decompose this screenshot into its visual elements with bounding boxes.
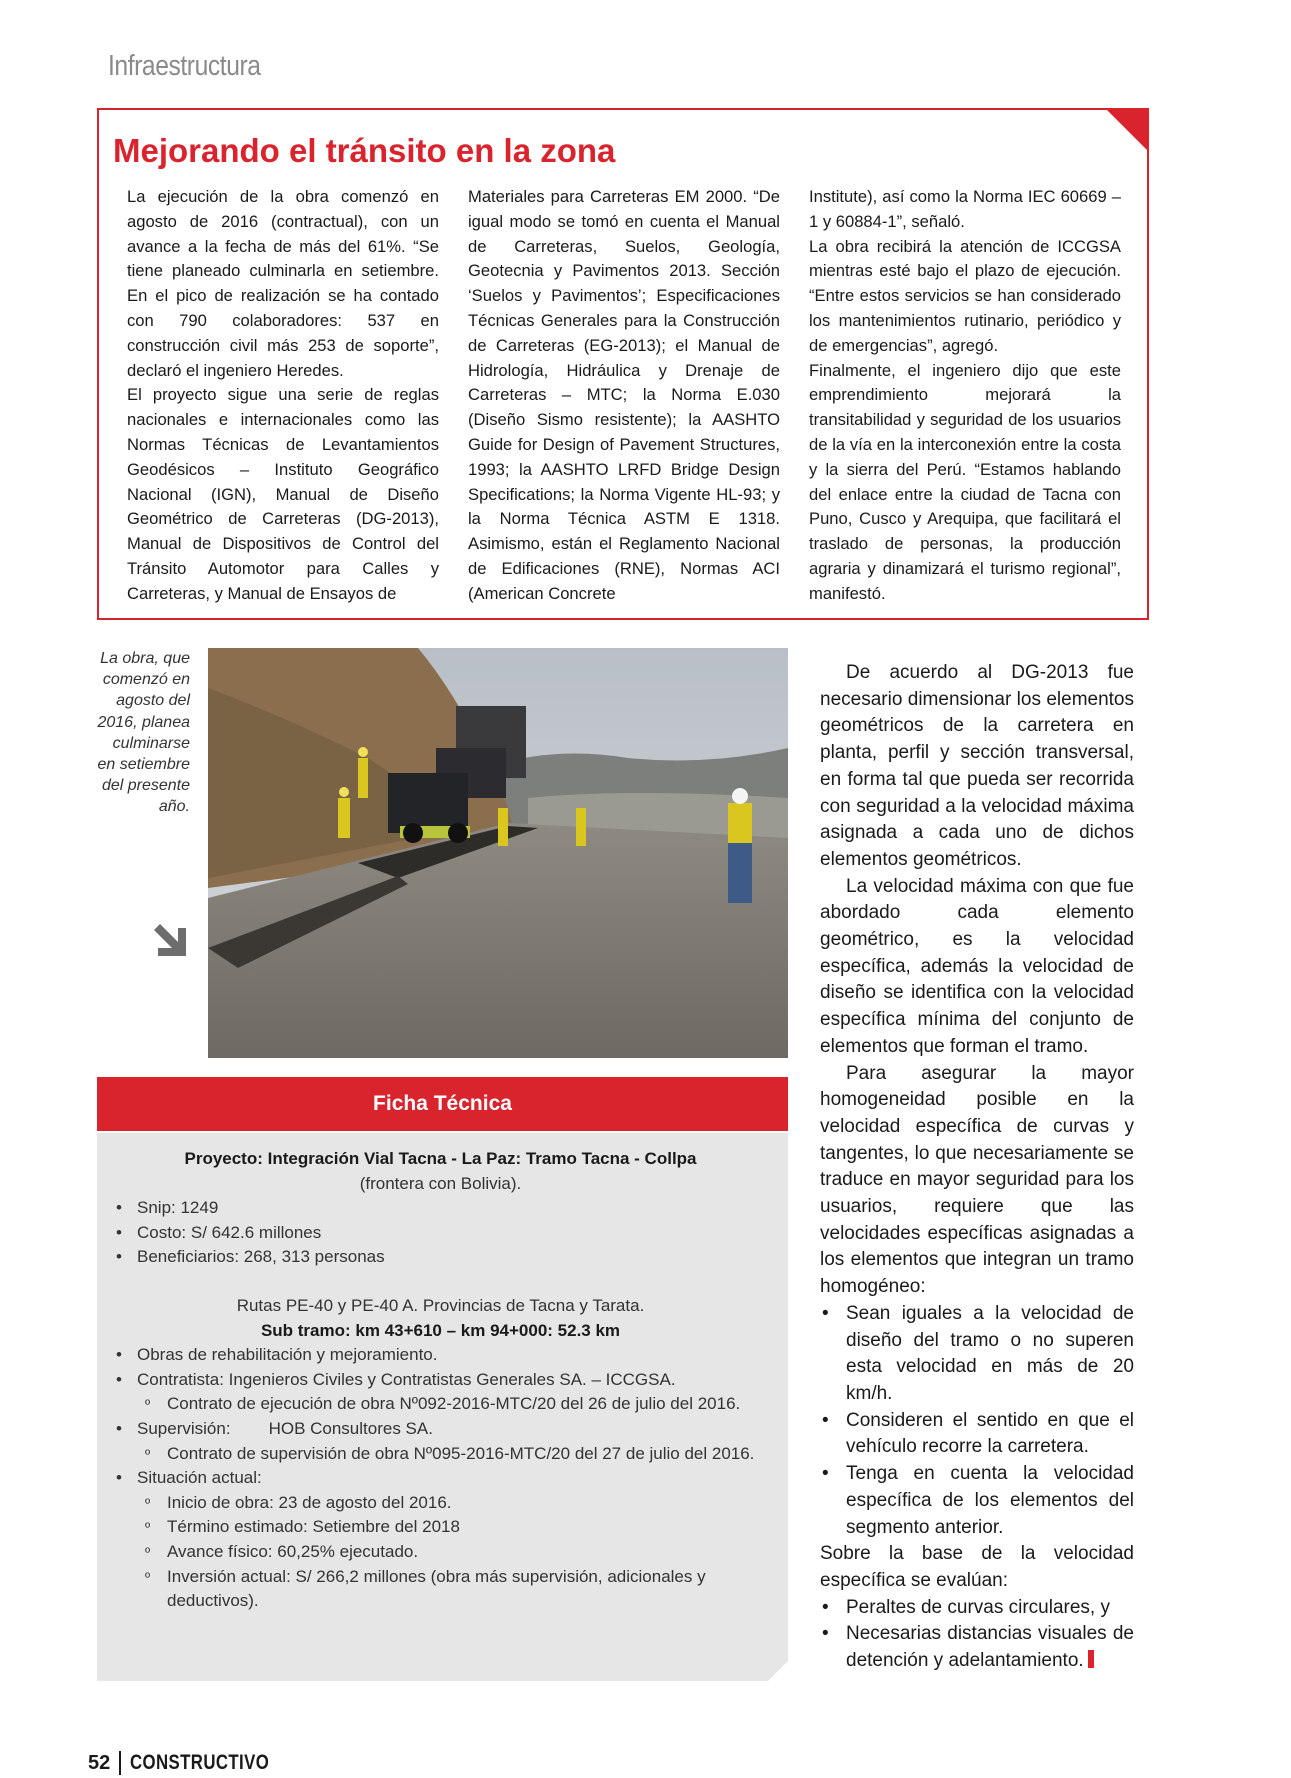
list-item: • Consideren el sentido en que el vehículo recorre la carretera.	[820, 1408, 1134, 1461]
bullet-list	[820, 1595, 1134, 1675]
list-item	[113, 1417, 768, 1442]
arrow-down-right-icon	[150, 920, 190, 960]
paragraph: Para asegurar la mayor homogeneidad posible en la velocidad específica de curvas y tangentes, lo que necesariamente se traduce en mayor seguridad para los usuarios, requiere que las velocidades específicas asignadas a los elementos que integran un tramo homogéneo:	[820, 1062, 1134, 1298]
list-item: • Tenga en cuenta la velocidad específica de los elementos del segmento anterior.	[820, 1461, 1134, 1541]
list-item: º Inicio de obra: 23 de agosto del 2016.	[113, 1491, 768, 1516]
list-item: º Contrato de ejecución de obra Nº092-2016-MTC/20 del 26 de julio del 2016.	[113, 1392, 768, 1417]
list-item: • Peraltes de curvas circulares, y	[820, 1595, 1134, 1622]
paragraph: La obra recibirá la atención de ICCGSA mientras esté bajo el plazo de ejecución. “Entre estos servicios se han considerado los mantenimientos rutinario, periódico y de emergencias”, agregó.	[809, 236, 1121, 355]
project-facts	[113, 1196, 768, 1270]
magazine-name: CONSTRUCTIVO	[130, 1751, 270, 1774]
rutas-line: Rutas PE-40 y PE-40 A. Provincias de Tacna y Tarata.	[236, 1295, 645, 1315]
project-title: Proyecto: Integración Vial Tacna - La Paz: Tramo Tacna - Collpa	[184, 1149, 697, 1168]
list-item: • Snip: 1249	[113, 1196, 768, 1221]
subtramo-line: Sub tramo: km 43+610 – km 94+000: 52.3 km	[260, 1320, 621, 1340]
section-label: Infraestructura	[108, 50, 261, 82]
paragraph: Finalmente, el ingeniero dijo que este emprendimiento mejorará la transitabilidad y seguridad de los usuarios de la vía en la interconexión entre la costa y la sierra del Perú. “Estamos hablando del enlace entre la ciudad de Tacna con Puno, Cusco y Arequipa, que facilitará el traslado de personas, la producción agraria y dinamizará el turismo regional”, manifestó.	[809, 360, 1121, 603]
box-title: Mejorando el tránsito en la zona	[113, 132, 616, 169]
paragraph: Institute), así como la Norma IEC 60669 – 1 y 60884-1”, señaló.	[809, 187, 1121, 231]
paragraph: La velocidad máxima con que fue abordado cada elemento geométrico, es la velocidad específica, además la velocidad de diseño se identifica con la velocidad específica mínima del conjunto de elementos que forman el tramo.	[820, 875, 1134, 1057]
end-mark	[1088, 1650, 1094, 1668]
footer-divider	[119, 1751, 121, 1775]
road-construction-photo	[208, 648, 788, 1058]
project-details	[113, 1343, 768, 1614]
box-column-2	[468, 185, 780, 607]
box-column-3	[809, 185, 1121, 607]
right-column	[820, 660, 1134, 1675]
ficha-corner-cut	[768, 1661, 788, 1681]
paragraph: La ejecución de la obra comenzó en agosto de 2016 (contractual), con un avance a la fecha de más del 61%. “Se tiene planeado culminarla en setiembre. En el pico de realización se ha contado con 790 colaboradores: 537 en construcción civil más 253 de soporte”, declaró el ingeniero Heredes.	[127, 187, 439, 380]
paragraph: De acuerdo al DG-2013 fue necesario dimensionar los elementos geométricos de la carretera en planta, perfil y sección transversal, en forma tal que pueda ser recorrida con seguridad a la velocidad máxima asignada a cada uno de dichos elementos geométricos.	[820, 662, 1134, 870]
supervision-value: HOB Consultores SA.	[268, 1418, 433, 1438]
sidebar-box	[97, 108, 1149, 620]
paragraph: Sobre la base de la velocidad específica se evalúan:	[820, 1543, 1134, 1591]
ficha-tecnica	[97, 1133, 788, 1681]
list-item: • Contratista: Ingenieros Civiles y Contratistas Generales SA. – ICCGSA.	[113, 1368, 768, 1393]
page-footer	[88, 1748, 304, 1778]
photo-caption: La obra, que comenzó en agosto del 2016, planea culminarse en setiembre del presente año.	[97, 650, 190, 816]
list-item: º Término estimado: Setiembre del 2018	[113, 1515, 768, 1540]
box-column-1	[127, 185, 439, 607]
project-subtitle: (frontera con Bolivia).	[359, 1173, 522, 1193]
supervision-label: Supervisión:	[137, 1418, 231, 1438]
photo-illustration	[208, 648, 788, 1058]
corner-triangle	[1105, 108, 1149, 152]
paragraph: El proyecto sigue una serie de reglas nacionales e internacionales como las Normas Técnicas de Levantamientos Geodésicos – Instituto Geográfico Nacional (IGN), Manual de Diseño Geométrico de Carreteras (DG-2013), Manual de Dispositivos de Control del Tránsito Automotor para Calles y Carreteras, y Manual de Ensayos de	[127, 385, 439, 603]
bullet-list	[820, 1301, 1134, 1541]
paragraph: Materiales para Carreteras EM 2000. “De igual modo se tomó en cuenta el Manual de Carreteras, Suelos, Geología, Geotecnia y Pavimentos 2013. Sección ‘Suelos y Pavimentos’; Especificaciones Técnicas Generales para la Construcción de Carreteras (EG-2013); el Manual de Hidrología, Hidráulica y Drenaje de Carreteras – MTC; la Norma E.030 (Diseño Sismo resistente); la AASHTO Guide for Design of Pavement Structures, 1993; la AASHTO LRFD Bridge Design Specifications; la Norma Vigente HL-93; y la Norma Técnica ASTM E 1318. Asimismo, están el Reglamento Nacional de Edificaciones (RNE), Normas ACI (American Concrete	[468, 187, 780, 603]
list-item: • Sean iguales a la velocidad de diseño del tramo o no superen esta velocidad en más de 20 km/h.	[820, 1301, 1134, 1408]
list-item: º Avance físico: 60,25% ejecutado.	[113, 1540, 768, 1565]
list-item	[820, 1621, 1134, 1674]
list-item: • Costo: S/ 642.6 millones	[113, 1221, 768, 1246]
ficha-header: Ficha Técnica	[97, 1077, 788, 1131]
list-item: º Contrato de supervisión de obra Nº095-2016-MTC/20 del 27 de julio del 2016.	[113, 1442, 768, 1467]
list-item: • Beneficiarios: 268, 313 personas	[113, 1245, 768, 1270]
list-item: • Situación actual:	[113, 1466, 768, 1491]
list-item: • Obras de rehabilitación y mejoramiento.	[113, 1343, 768, 1368]
list-item-text: Necesarias distancias visuales de detención y adelantamiento.	[846, 1623, 1134, 1672]
page-number: 52	[88, 1751, 111, 1774]
list-item: º Inversión actual: S/ 266,2 millones (obra más supervisión, adicionales y deductivos).	[113, 1565, 768, 1614]
